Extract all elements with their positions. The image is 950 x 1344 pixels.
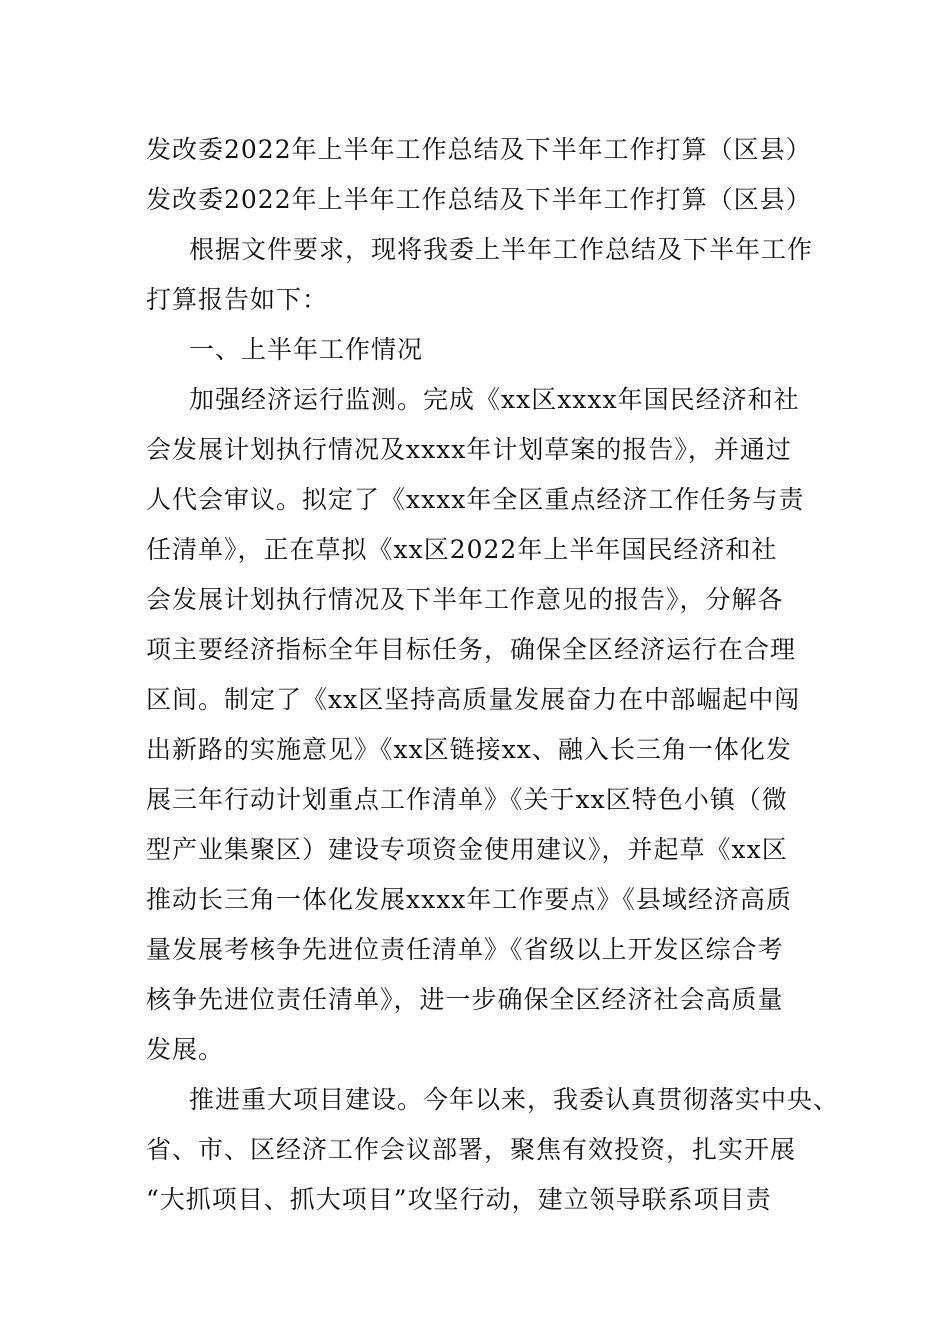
paragraph1-line: 展三年行动计划重点工作清单》《关于xx区特色小镇（微: [146, 785, 788, 814]
paragraph1-line: 核争先进位责任清单》，进一步确保全区经济社会高质量: [146, 985, 784, 1014]
document-title-line-2: 发改委2022年上半年工作总结及下半年工作打算（区县）: [146, 185, 812, 214]
paragraph1-line: 出新路的实施意见》《xx区链接xx、融入长三角一体化发: [146, 735, 792, 764]
section-heading: 一、上半年工作情况: [189, 335, 424, 364]
paragraph2-line: 推进重大项目建设。今年以来，我委认真贯彻落实中央、: [189, 1085, 840, 1114]
paragraph1-line: 会发展计划执行情况及xxxx年计划草案的报告》，并通过: [146, 435, 792, 464]
paragraph1-line: 推动长三角一体化发展xxxx年工作要点》《县域经济高质: [146, 885, 792, 914]
paragraph1-line: 量发展考核争先进位责任清单》《省级以上开发区综合考: [146, 935, 784, 964]
paragraph1-line: 会发展计划执行情况及下半年工作意见的报告》，分解各: [146, 585, 784, 614]
paragraph1-line: 区间。制定了《xx区坚持高质量发展奋力在中部崛起中闯: [146, 685, 801, 714]
paragraph2-line: “大抓项目、抓大项目”攻坚行动，建立领导联系项目责: [146, 1185, 772, 1214]
paragraph1-line: 型产业集聚区）建设专项资金使用建议》，并起草《xx区: [146, 835, 788, 864]
paragraph1-line: 人代会审议。拟定了《xxxx年全区重点经济工作任务与责: [146, 485, 805, 514]
intro-line-1: 根据文件要求，现将我委上半年工作总结及下半年工作: [189, 235, 814, 264]
document-title-line-1: 发改委2022年上半年工作总结及下半年工作打算（区县）: [146, 135, 812, 164]
paragraph1-line: 项主要经济指标全年目标任务，确保全区经济运行在合理: [146, 635, 797, 664]
paragraph1-line: 任清单》，正在草拟《xx区2022年上半年国民经济和社: [146, 535, 778, 564]
paragraph2-line: 省、市、区经济工作会议部署，聚焦有效投资，扎实开展: [146, 1135, 797, 1164]
paragraph1-line: 发展。: [146, 1035, 225, 1064]
paragraph1-line: 加强经济运行监测。完成《xx区xxxx年国民经济和社: [189, 385, 800, 414]
intro-line-2: 打算报告如下：: [146, 285, 329, 314]
